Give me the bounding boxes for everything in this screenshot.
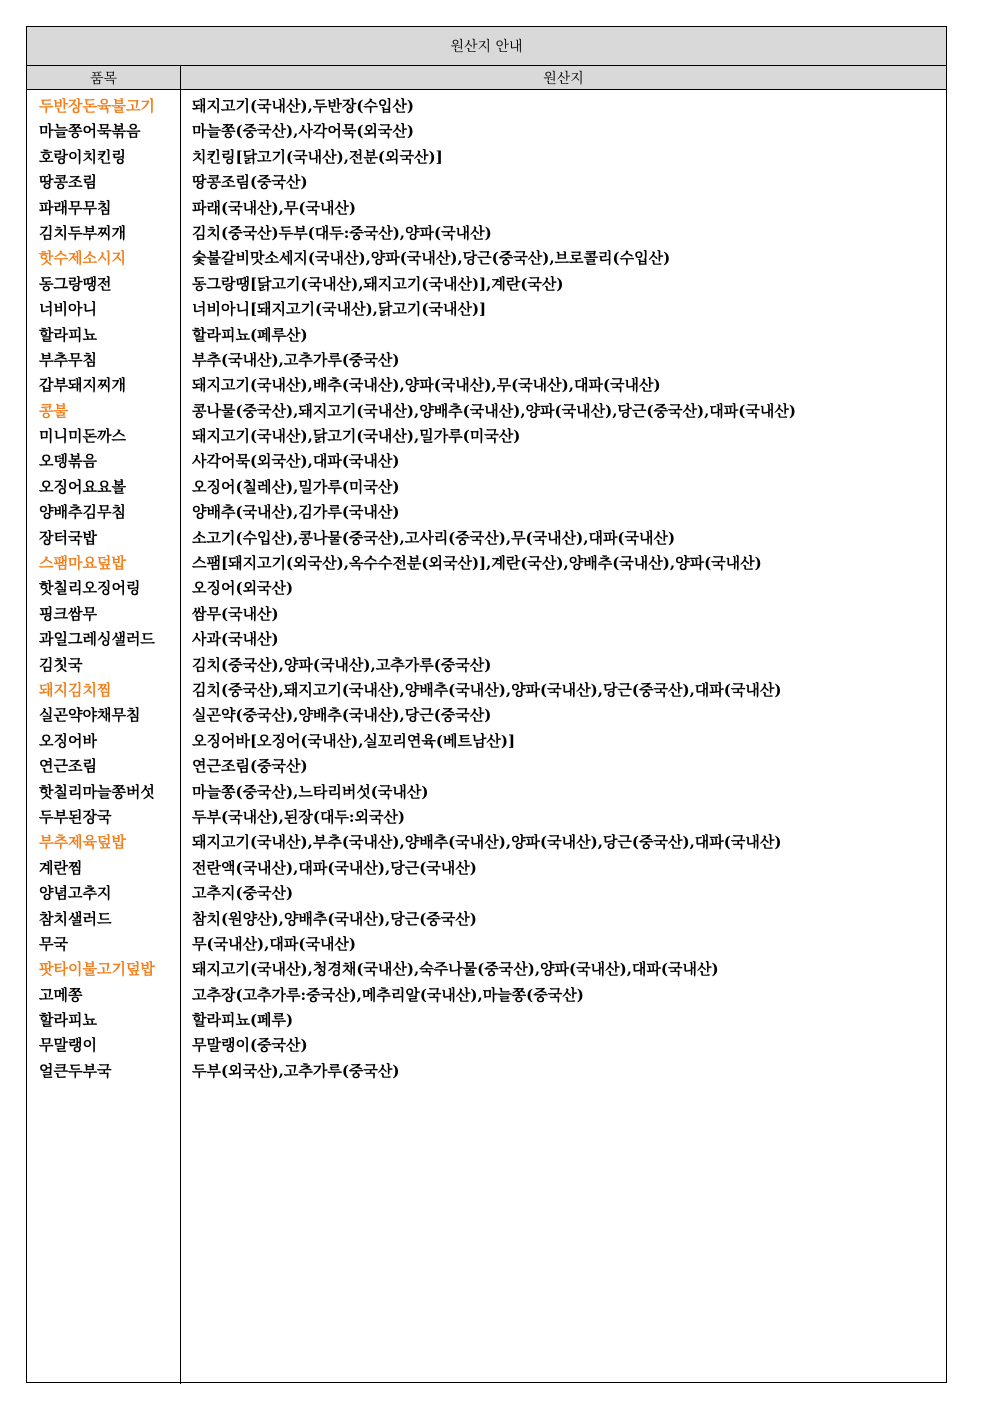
origin-detail: 참치(원양산),양배추(국내산),당근(중국산) — [192, 909, 477, 928]
origin-detail: 김치(중국산),돼지고기(국내산),양배추(국내산),양파(국내산),당근(중국산),대파(국내산) — [192, 680, 782, 699]
origin-detail: 할라피뇨(페루산) — [192, 325, 308, 344]
item-name: 갑부돼지찌개 — [39, 376, 126, 395]
item-name: 스팸마요덮밥 — [39, 554, 126, 573]
origin-detail: 오징어바[오징어(국내산),실꼬리연육(베트남산)] — [192, 731, 516, 750]
item-name: 핫수제소시지 — [39, 249, 126, 268]
origin-detail: 땅콩조림(중국산) — [192, 173, 308, 192]
item-name: 파래무무침 — [39, 198, 112, 217]
item-name: 김치두부찌개 — [39, 223, 126, 242]
origin-detail: 두부(국내산),된장(대두:외국산) — [192, 807, 406, 826]
origin-detail: 마늘쫑(중국산),사각어묵(외국산) — [192, 122, 414, 141]
origin-detail: 고추지(중국산) — [192, 884, 294, 903]
origin-detail: 너비아니[돼지고기(국내산),닭고기(국내산)] — [192, 300, 487, 319]
item-name: 핫칠리오징어링 — [39, 579, 141, 598]
origin-detail: 무말랭이(중국산) — [192, 1036, 308, 1055]
origin-detail: 고추장(고추가루:중국산),메추리알(국내산),마늘쫑(중국산) — [192, 985, 584, 1004]
item-name: 오뎅볶음 — [39, 452, 97, 471]
origin-detail: 오징어(칠레산),밀가루(미국산) — [192, 477, 400, 496]
origin-info-table — [26, 26, 947, 1383]
item-column — [27, 90, 181, 1384]
item-name: 핫칠리마늘쫑버섯 — [39, 782, 155, 801]
item-name: 돼지김치찜 — [39, 680, 112, 699]
item-name: 무국 — [39, 934, 68, 953]
origin-detail: 동그랑땡[닭고기(국내산),돼지고기(국내산)],계란(국산) — [192, 274, 564, 293]
item-name: 두부된장국 — [39, 807, 112, 826]
item-name: 실곤약야채무침 — [39, 706, 141, 725]
item-name: 핑크쌈무 — [39, 604, 97, 623]
item-name: 양배추김무침 — [39, 503, 126, 522]
origin-detail: 숯불갈비맛소세지(국내산),양파(국내산),당근(중국산),브로콜리(수입산) — [192, 249, 671, 268]
origin-detail: 사각어묵(외국산),대파(국내산) — [192, 452, 400, 471]
item-name: 과일그레싱샐러드 — [39, 630, 155, 649]
origin-detail: 김치(중국산),양파(국내산),고추가루(중국산) — [192, 655, 492, 674]
origin-detail: 마늘쫑(중국산),느타리버섯(국내산) — [192, 782, 429, 801]
item-name: 동그랑땡전 — [39, 274, 112, 293]
origin-column — [181, 90, 946, 1384]
origin-list — [192, 94, 946, 1084]
item-list — [39, 94, 180, 1084]
origin-detail: 오징어(외국산) — [192, 579, 294, 598]
item-name: 할라피뇨 — [39, 1011, 97, 1030]
item-name: 콩불 — [39, 401, 68, 420]
item-name: 너비아니 — [39, 300, 97, 319]
item-name: 할라피뇨 — [39, 325, 97, 344]
item-name: 미니미돈까스 — [39, 427, 126, 446]
origin-detail: 파래(국내산),무(국내산) — [192, 198, 357, 217]
item-column-header: 품목 — [27, 66, 181, 89]
origin-detail: 돼지고기(국내산),배추(국내산),양파(국내산),무(국내산),대파(국내산) — [192, 376, 661, 395]
item-name: 부추무침 — [39, 350, 97, 369]
origin-detail: 김치(중국산)두부(대두:중국산),양파(국내산) — [192, 223, 492, 242]
table-body — [27, 90, 946, 1384]
origin-detail: 실곤약(중국산),양배추(국내산),당근(중국산) — [192, 706, 492, 725]
item-name: 호랑이치킨링 — [39, 147, 126, 166]
origin-detail: 전란액(국내산),대파(국내산),당근(국내산) — [192, 858, 477, 877]
origin-detail: 돼지고기(국내산),두반장(수입산) — [192, 97, 414, 115]
item-name: 장터국밥 — [39, 528, 97, 547]
origin-detail: 사과(국내산) — [192, 630, 279, 649]
origin-detail: 스팸[돼지고기(외국산),옥수수전분(외국산)],계란(국산),양배추(국내산),양파(국내산) — [192, 554, 762, 573]
origin-detail: 쌈무(국내산) — [192, 604, 279, 623]
origin-detail: 두부(외국산),고추가루(중국산) — [192, 1061, 400, 1080]
table-header-row — [27, 66, 946, 90]
item-name: 연근조림 — [39, 757, 97, 776]
origin-detail: 무(국내산),대파(국내산) — [192, 934, 357, 953]
item-name: 땅콩조림 — [39, 173, 97, 192]
item-name: 팟타이불고기덮밥 — [39, 960, 155, 979]
item-name: 계란찜 — [39, 858, 83, 877]
item-name: 참치샐러드 — [39, 909, 112, 928]
origin-detail: 연근조림(중국산) — [192, 757, 308, 776]
origin-detail: 돼지고기(국내산),부추(국내산),양배추(국내산),양파(국내산),당근(중국산),대파(국내산) — [192, 833, 782, 852]
origin-detail: 할라피뇨(페루) — [192, 1011, 294, 1030]
origin-column-header: 원산지 — [543, 70, 584, 87]
item-name: 무말랭이 — [39, 1036, 97, 1055]
item-name: 두반장돈육불고기 — [39, 97, 155, 115]
item-name: 오징어요요볼 — [39, 477, 126, 496]
item-name: 오징어바 — [39, 731, 97, 750]
item-name: 마늘쫑어묵볶음 — [39, 122, 141, 141]
item-name: 고메쫑 — [39, 985, 83, 1004]
origin-detail: 콩나물(중국산),돼지고기(국내산),양배추(국내산),양파(국내산),당근(중국산),대파(국내산) — [192, 401, 796, 420]
origin-detail: 치킨링[닭고기(국내산),전분(외국산)] — [192, 147, 443, 166]
origin-detail: 돼지고기(국내산),청경채(국내산),숙주나물(중국산),양파(국내산),대파(국내산) — [192, 960, 719, 979]
table-title: 원산지 안내 — [27, 27, 946, 66]
origin-detail: 부추(국내산),고추가루(중국산) — [192, 350, 400, 369]
item-name: 김칫국 — [39, 655, 83, 674]
origin-detail: 돼지고기(국내산),닭고기(국내산),밀가루(미국산) — [192, 427, 521, 446]
origin-detail: 양배추(국내산),김가루(국내산) — [192, 503, 400, 522]
item-name: 부추제육덮밥 — [39, 833, 126, 852]
item-name: 얼큰두부국 — [39, 1061, 112, 1080]
origin-detail: 소고기(수입산),콩나물(중국산),고사리(중국산),무(국내산),대파(국내산) — [192, 528, 676, 547]
item-name: 양념고추지 — [39, 884, 112, 903]
